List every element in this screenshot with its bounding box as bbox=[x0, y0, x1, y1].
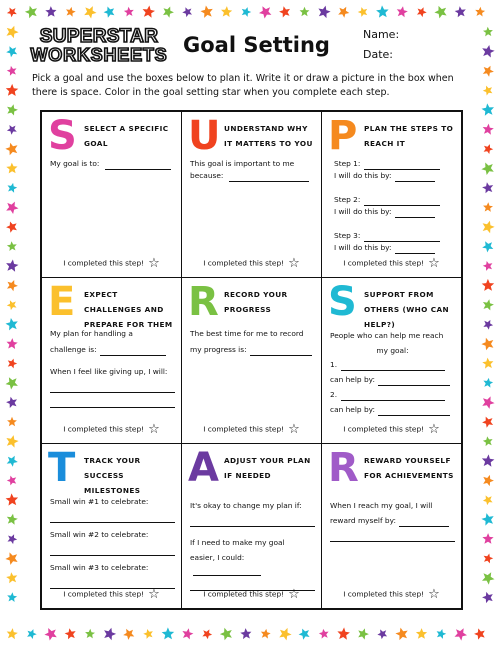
write-line[interactable] bbox=[378, 376, 450, 386]
prompt-text: my progress is: bbox=[190, 345, 247, 354]
step-body bbox=[334, 158, 455, 254]
star-outline-icon[interactable]: ☆ bbox=[288, 587, 300, 602]
prompt-text: Step 2: bbox=[334, 195, 361, 204]
prompt-text: My plan for handling a bbox=[50, 329, 133, 338]
name-date-block bbox=[363, 25, 399, 65]
step-letter: R bbox=[188, 279, 219, 325]
border-star-icon bbox=[25, 6, 37, 19]
border-star-icon bbox=[482, 358, 493, 369]
completed-text: I completed this step! bbox=[63, 258, 145, 268]
border-star-icon bbox=[318, 6, 330, 19]
step-heading: UNDERSTAND WHY IT MATTERS TO YOU bbox=[224, 124, 313, 148]
border-star-icon bbox=[358, 7, 367, 17]
border-star-icon bbox=[483, 320, 493, 330]
border-star-icon bbox=[483, 378, 493, 388]
border-star-icon bbox=[484, 144, 494, 154]
border-star-icon bbox=[240, 628, 251, 639]
border-star-icon bbox=[6, 46, 17, 57]
border-star-icon bbox=[6, 572, 17, 583]
completed-text: I completed this step! bbox=[343, 589, 425, 599]
border-star-icon bbox=[337, 627, 350, 639]
step-heading: PLAN THE STEPS TO REACH IT bbox=[364, 124, 454, 148]
border-star-icon bbox=[6, 84, 18, 96]
border-star-icon bbox=[377, 629, 387, 639]
border-star-icon bbox=[143, 629, 153, 639]
completed-step bbox=[42, 256, 181, 271]
border-star-icon bbox=[6, 435, 18, 448]
step-letter: S bbox=[48, 113, 77, 159]
border-star-icon bbox=[481, 163, 493, 176]
border-star-icon bbox=[7, 476, 16, 486]
step-heading: SUPPORT FROM OTHERS (WHO CAN HELP?) bbox=[364, 290, 450, 329]
star-outline-icon[interactable]: ☆ bbox=[428, 422, 440, 437]
write-line[interactable] bbox=[193, 566, 261, 576]
prompt-text: challenge is: bbox=[50, 345, 97, 354]
prompt-text: The best time for me to record bbox=[190, 329, 304, 338]
border-star-icon bbox=[299, 629, 310, 640]
border-star-icon bbox=[104, 7, 115, 18]
prompt-text: When I feel like giving up, I will: bbox=[50, 367, 168, 376]
border-star-icon bbox=[7, 8, 17, 18]
border-star-icon bbox=[437, 629, 447, 639]
border-star-icon bbox=[124, 7, 134, 17]
step-cell-r bbox=[181, 277, 322, 444]
step-body bbox=[50, 328, 175, 410]
star-outline-icon[interactable]: ☆ bbox=[148, 256, 160, 271]
border-star-icon bbox=[8, 534, 18, 544]
goal-grid bbox=[40, 110, 463, 610]
border-star-icon bbox=[8, 359, 17, 369]
border-star-icon bbox=[261, 629, 271, 639]
prompt-text: People who can help me reach bbox=[330, 331, 444, 340]
border-star-icon bbox=[7, 104, 18, 115]
prompt-text: my goal: bbox=[376, 346, 409, 355]
border-star-icon bbox=[482, 182, 493, 193]
border-star-icon bbox=[27, 629, 37, 639]
border-star-icon bbox=[6, 397, 17, 408]
step-letter: P bbox=[328, 113, 358, 159]
star-outline-icon[interactable]: ☆ bbox=[428, 256, 440, 271]
completed-step bbox=[322, 587, 461, 602]
write-line[interactable] bbox=[399, 517, 449, 527]
border-star-icon bbox=[220, 628, 232, 641]
border-star-icon bbox=[221, 6, 232, 17]
border-star-icon bbox=[143, 6, 155, 18]
border-star-icon bbox=[483, 475, 494, 486]
border-star-icon bbox=[7, 241, 17, 251]
border-star-icon bbox=[7, 592, 17, 602]
write-line[interactable] bbox=[378, 406, 450, 416]
border-star-icon bbox=[482, 396, 494, 409]
step-cell-e bbox=[41, 277, 182, 444]
border-star-icon bbox=[8, 183, 18, 193]
border-star-icon bbox=[279, 628, 291, 641]
border-star-icon bbox=[259, 6, 271, 18]
step-body bbox=[50, 496, 175, 591]
border-star-icon bbox=[7, 456, 18, 467]
border-star-icon bbox=[6, 222, 17, 233]
border-star-icon bbox=[395, 628, 407, 641]
border-star-icon bbox=[123, 629, 134, 640]
border-star-icon bbox=[6, 377, 18, 389]
prompt-text: 1. bbox=[330, 360, 338, 369]
instructions: Pick a goal and use the boxes below to plan it. Write it or draw a picture in the box when there is space. Color in the goal setting star when you complete each step. bbox=[32, 73, 454, 98]
name-label: Name: bbox=[363, 28, 400, 41]
prompt-text: My goal is to: bbox=[50, 159, 100, 168]
write-line[interactable] bbox=[105, 160, 171, 170]
completed-step bbox=[182, 256, 321, 271]
step-letter: S bbox=[328, 279, 357, 325]
border-star-icon bbox=[7, 125, 17, 135]
border-star-icon bbox=[5, 143, 17, 156]
completed-step bbox=[182, 422, 321, 437]
border-star-icon bbox=[104, 628, 116, 641]
border-star-icon bbox=[5, 552, 17, 565]
prompt-text: I will do this by: bbox=[334, 243, 392, 252]
border-star-icon bbox=[417, 7, 427, 17]
border-star-icon bbox=[482, 241, 493, 252]
step-cell-p bbox=[321, 111, 462, 278]
write-line[interactable] bbox=[395, 172, 435, 182]
border-star-icon bbox=[481, 513, 493, 526]
prompt-text: This goal is important to me bbox=[190, 159, 295, 168]
border-star-icon bbox=[455, 6, 466, 17]
border-star-icon bbox=[474, 628, 485, 639]
border-star-icon bbox=[483, 221, 495, 234]
step-letter: U bbox=[188, 113, 221, 159]
prompt-text: Small win #1 to celebrate: bbox=[50, 497, 149, 506]
completed-text: I completed this step! bbox=[63, 424, 145, 434]
completed-step bbox=[182, 587, 321, 602]
write-line[interactable] bbox=[330, 531, 455, 542]
write-line[interactable] bbox=[250, 346, 312, 356]
prompt-text: When I reach my goal, I will bbox=[330, 501, 433, 510]
step-letter: T bbox=[48, 445, 76, 491]
border-star-icon bbox=[482, 572, 495, 584]
step-heading: RECORD YOUR PROGRESS bbox=[224, 290, 288, 314]
completed-text: I completed this step! bbox=[63, 589, 145, 599]
border-star-icon bbox=[7, 514, 18, 525]
step-cell-r2 bbox=[321, 443, 462, 609]
border-star-icon bbox=[65, 628, 76, 639]
border-star-icon bbox=[482, 454, 495, 466]
border-star-icon bbox=[300, 7, 310, 16]
border-star-icon bbox=[483, 66, 494, 77]
border-star-icon bbox=[6, 163, 17, 174]
border-star-icon bbox=[483, 436, 493, 446]
step-body bbox=[50, 158, 175, 170]
step-letter: A bbox=[188, 445, 219, 491]
border-star-icon bbox=[45, 6, 56, 17]
border-star-icon bbox=[279, 6, 290, 17]
write-line[interactable] bbox=[364, 196, 440, 206]
border-star-icon bbox=[66, 7, 76, 17]
prompt-text: I will do this by: bbox=[334, 171, 392, 180]
step-body bbox=[190, 328, 315, 356]
write-line[interactable] bbox=[190, 516, 315, 527]
border-star-icon bbox=[202, 629, 212, 639]
step-heading: ADJUST YOUR PLAN IF NEEDED bbox=[224, 456, 311, 480]
step-cell-u bbox=[181, 111, 322, 278]
border-star-icon bbox=[482, 592, 493, 603]
border-star-icon bbox=[358, 628, 369, 639]
prompt-text: can help by: bbox=[330, 405, 375, 414]
write-line[interactable] bbox=[50, 512, 175, 523]
write-line[interactable] bbox=[50, 397, 175, 408]
border-star-icon bbox=[182, 628, 193, 639]
border-star-icon bbox=[201, 6, 213, 18]
completed-text: I completed this step! bbox=[203, 424, 285, 434]
border-star-icon bbox=[7, 26, 19, 39]
star-outline-icon[interactable]: ☆ bbox=[288, 256, 300, 271]
border-star-icon bbox=[7, 628, 18, 639]
border-star-icon bbox=[7, 66, 17, 76]
step-cell-t bbox=[41, 443, 182, 609]
write-line[interactable] bbox=[50, 382, 175, 393]
star-outline-icon[interactable]: ☆ bbox=[148, 587, 160, 602]
completed-step bbox=[42, 422, 181, 437]
completed-step bbox=[322, 256, 461, 271]
star-outline-icon[interactable]: ☆ bbox=[288, 422, 300, 437]
border-star-icon bbox=[483, 299, 494, 310]
border-star-icon bbox=[483, 202, 493, 212]
border-star-icon bbox=[376, 5, 389, 17]
step-body bbox=[330, 330, 455, 416]
completed-text: I completed this step! bbox=[203, 589, 285, 599]
border-star-icon bbox=[482, 417, 493, 428]
border-star-icon bbox=[481, 338, 493, 351]
border-star-icon bbox=[7, 280, 18, 291]
write-line[interactable] bbox=[50, 545, 175, 556]
logo-line-2: WORKSHEETS bbox=[30, 45, 168, 65]
completed-text: I completed this step! bbox=[203, 258, 285, 268]
border-star-icon bbox=[338, 7, 349, 18]
step-body bbox=[190, 500, 315, 593]
write-line[interactable] bbox=[395, 208, 435, 218]
prompt-text: 2. bbox=[330, 390, 338, 399]
border-star-icon bbox=[482, 45, 494, 58]
prompt-text: Step 3: bbox=[334, 231, 361, 240]
border-star-icon bbox=[483, 261, 493, 271]
border-star-icon bbox=[84, 6, 96, 18]
step-body bbox=[330, 500, 455, 544]
border-star-icon bbox=[484, 554, 494, 564]
step-body bbox=[190, 158, 315, 182]
superstar-worksheets-logo bbox=[30, 28, 168, 64]
prompt-text: because: bbox=[190, 171, 224, 180]
write-line[interactable] bbox=[341, 361, 445, 371]
step-heading: TRACK YOUR SUCCESS MILESTONES bbox=[84, 456, 141, 495]
border-star-icon bbox=[482, 533, 493, 544]
completed-text: I completed this step! bbox=[343, 424, 425, 434]
border-star-icon bbox=[455, 628, 468, 640]
step-heading: SELECT A SPECIFIC GOAL bbox=[84, 124, 169, 148]
border-star-icon bbox=[6, 493, 19, 505]
star-outline-icon[interactable]: ☆ bbox=[428, 587, 440, 602]
prompt-text: reward myself by: bbox=[330, 516, 396, 525]
date-label: Date: bbox=[363, 48, 393, 61]
border-star-icon bbox=[483, 495, 493, 505]
prompt-text: easier, I could: bbox=[190, 553, 245, 562]
prompt-text: Step 1: bbox=[334, 159, 361, 168]
completed-step bbox=[322, 422, 461, 437]
step-heading: EXPECT CHALLENGES AND PREPARE FOR THEM bbox=[84, 290, 173, 329]
write-line[interactable] bbox=[364, 232, 440, 242]
border-star-icon bbox=[182, 7, 192, 17]
step-letter: E bbox=[48, 279, 76, 325]
border-star-icon bbox=[483, 27, 493, 37]
logo-line-1: SUPERSTAR bbox=[39, 26, 159, 47]
border-star-icon bbox=[6, 318, 18, 330]
write-line[interactable] bbox=[395, 244, 435, 254]
completed-text: I completed this step! bbox=[343, 258, 425, 268]
prompt-text: It's okay to change my plan if: bbox=[190, 501, 302, 510]
border-star-icon bbox=[475, 7, 485, 17]
border-star-icon bbox=[319, 629, 329, 639]
border-star-icon bbox=[483, 86, 493, 96]
step-cell-s2 bbox=[321, 277, 462, 444]
border-star-icon bbox=[6, 202, 18, 214]
step-cell-a bbox=[181, 443, 322, 609]
border-star-icon bbox=[482, 103, 495, 115]
border-star-icon bbox=[85, 629, 95, 639]
border-star-icon bbox=[44, 628, 56, 641]
step-letter: R bbox=[328, 445, 359, 491]
step-cell-s bbox=[41, 111, 182, 278]
step-heading: REWARD YOURSELF FOR ACHIEVEMENTS bbox=[364, 456, 454, 480]
border-star-icon bbox=[7, 338, 18, 349]
border-star-icon bbox=[482, 279, 495, 291]
border-star-icon bbox=[162, 627, 175, 639]
star-outline-icon[interactable]: ☆ bbox=[148, 422, 160, 437]
prompt-text: I will do this by: bbox=[334, 207, 392, 216]
border-star-icon bbox=[397, 6, 408, 17]
write-line[interactable] bbox=[364, 160, 440, 170]
completed-step bbox=[42, 587, 181, 602]
prompt-text: If I need to make my goal bbox=[190, 538, 285, 547]
border-star-icon bbox=[163, 7, 174, 18]
write-line[interactable] bbox=[100, 346, 166, 356]
border-star-icon bbox=[7, 417, 17, 426]
border-star-icon bbox=[242, 7, 251, 17]
prompt-text: can help by: bbox=[330, 375, 375, 384]
write-line[interactable] bbox=[341, 391, 445, 401]
write-line[interactable] bbox=[229, 172, 309, 182]
border-star-icon bbox=[416, 628, 427, 639]
border-star-icon bbox=[434, 6, 446, 19]
prompt-text: Small win #3 to celebrate: bbox=[50, 563, 149, 572]
prompt-text: Small win #2 to celebrate: bbox=[50, 530, 149, 539]
border-star-icon bbox=[483, 124, 494, 135]
border-star-icon bbox=[7, 300, 17, 310]
page-title: Goal Setting bbox=[183, 33, 330, 57]
border-star-icon bbox=[6, 260, 18, 272]
